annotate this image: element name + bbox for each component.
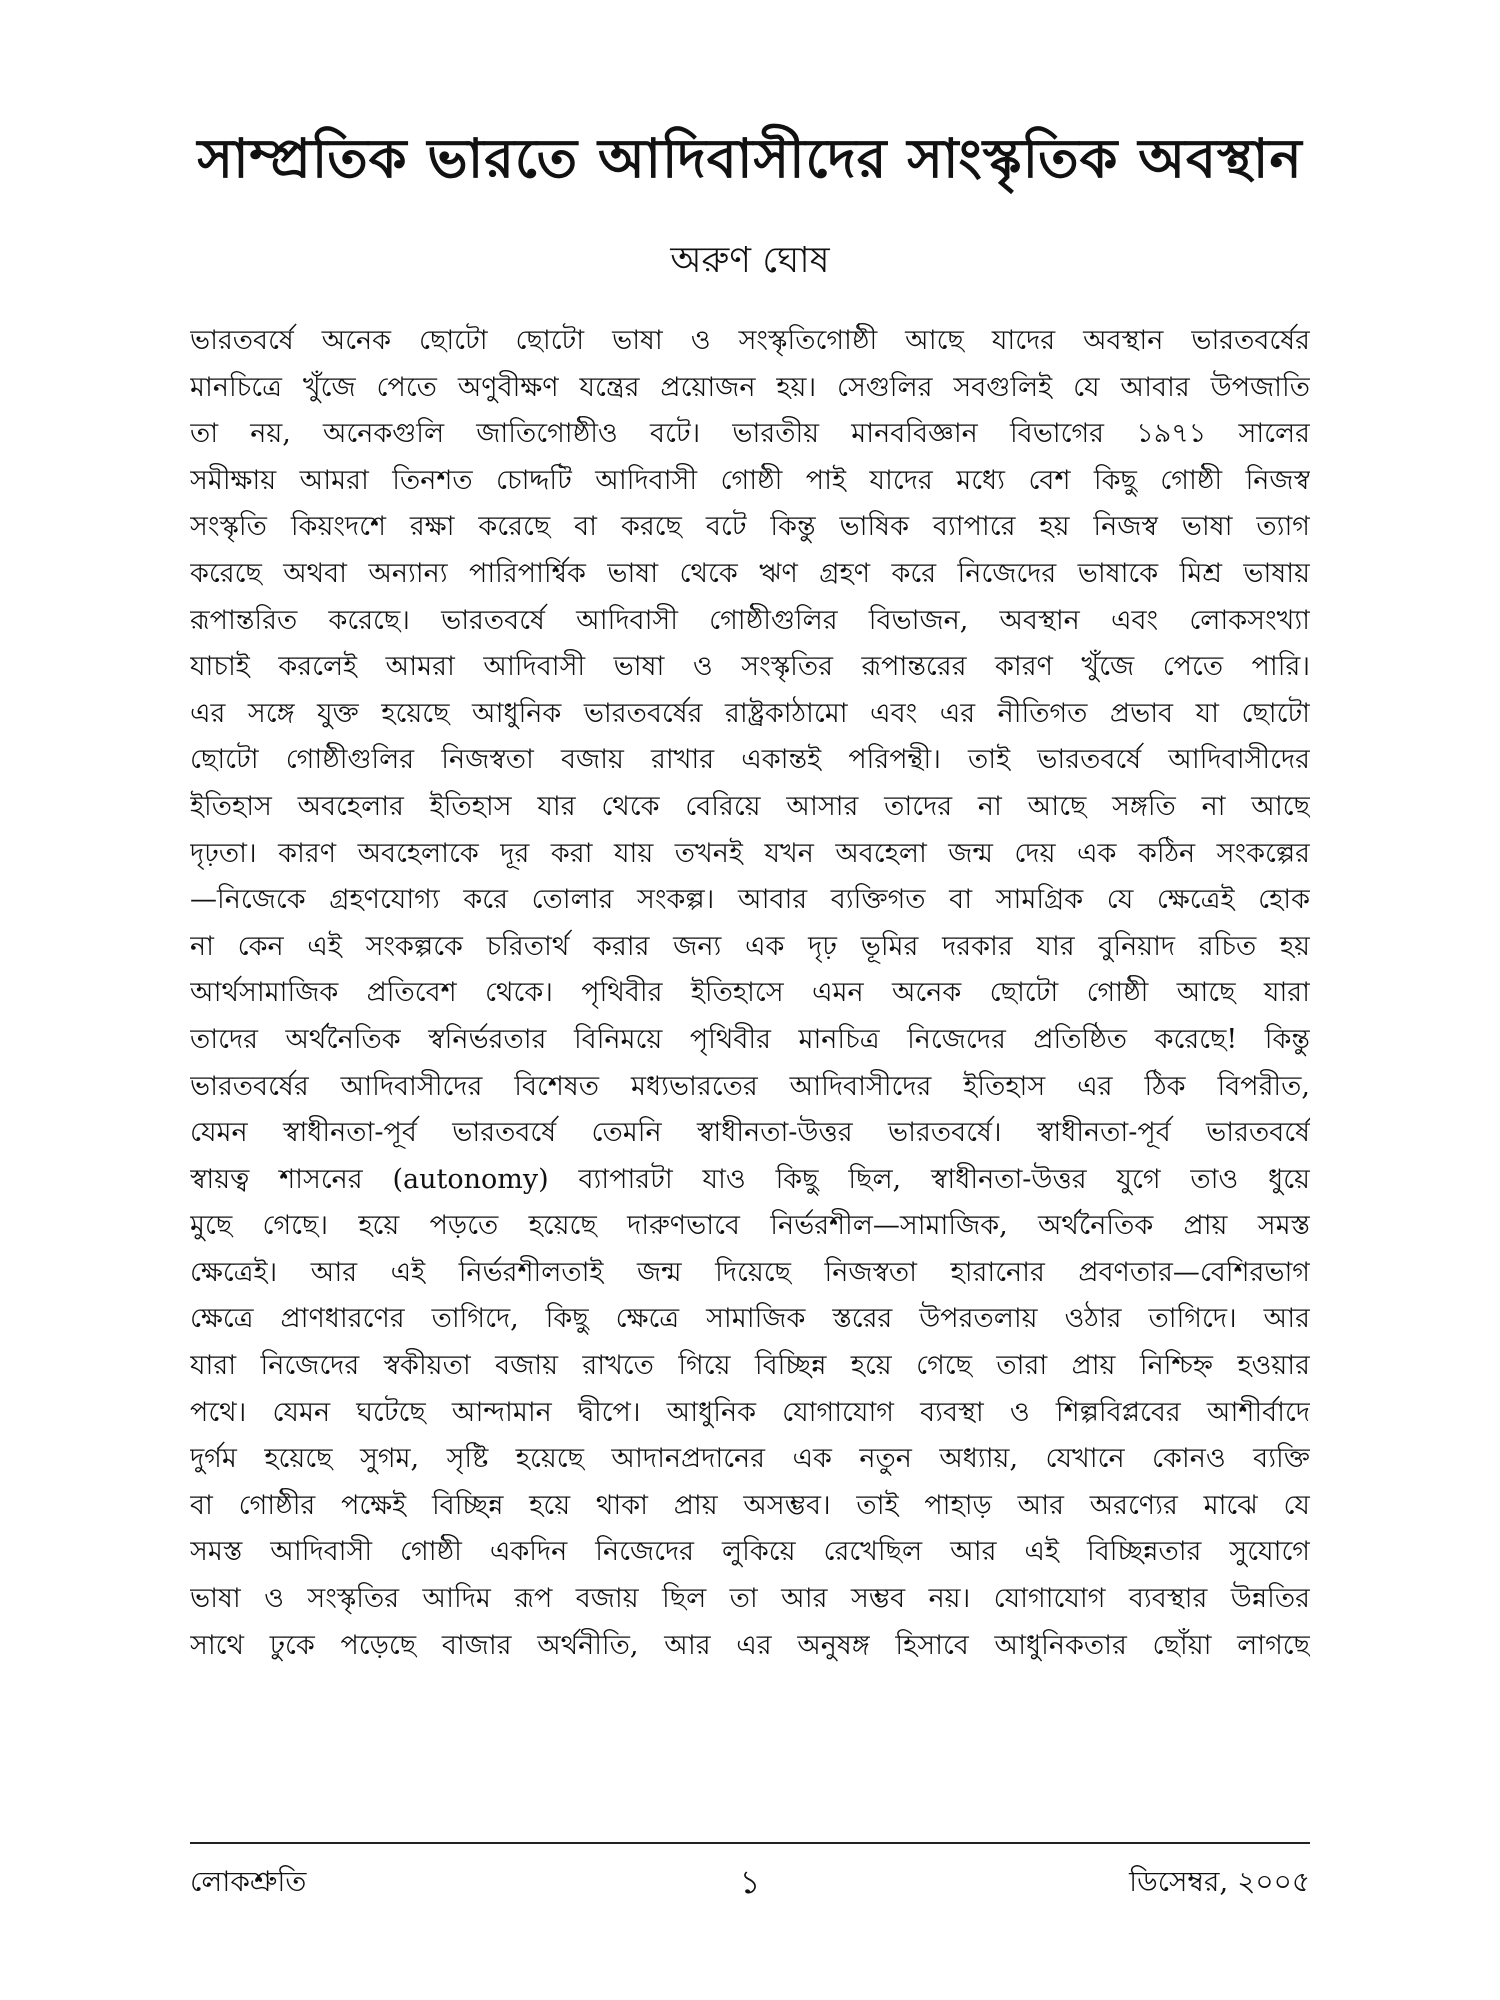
body-line: সংস্কৃতি কিয়ংদশে রক্ষা করেছে বা করছে বটে কিন্তু ভাষিক ব্যাপারে হয় নিজস্ব ভাষা ত্যাগ	[190, 511, 1310, 543]
body-line: দৃঢ়তা। কারণ অবহেলাকে দূর করা যায় তখনই যখন অবহেলা জন্ম দেয় এক কঠিন সংকল্পের	[190, 837, 1310, 869]
body-line: ক্ষেত্রে প্রাণধারণের তাগিদে, কিছু ক্ষেত্রে সামাজিক স্তরের উপরতলায় ওঠার তাগিদে। আর	[190, 1303, 1310, 1335]
body-line: না কেন এই সংকল্পকে চরিতার্থ করার জন্য এক দৃঢ় ভূমির দরকার যার বুনিয়াদ রচিত হয়	[190, 930, 1310, 962]
body-line: ভারতবর্ষে অনেক ছোটো ছোটো ভাষা ও সংস্কৃতিগোষ্ঠী আছে যাদের অবস্থান ভারতবর্ষের	[190, 325, 1310, 356]
body-line: ইতিহাস অবহেলার ইতিহাস যার থেকে বেরিয়ে আসার তাদের না আছে সঙ্গতি না আছে	[190, 790, 1310, 822]
article-body	[190, 318, 1310, 1669]
body-line: ভারতবর্ষের আদিবাসীদের বিশেষত মধ্যভারতের আদিবাসীদের ইতিহাস এর ঠিক বিপরীত,	[190, 1070, 1310, 1102]
body-line: পথে। যেমন ঘটেছে আন্দামান দ্বীপে। আধুনিক যোগাযোগ ব্যবস্থা ও শিল্পবিপ্লবের আশীর্বাদে	[190, 1396, 1310, 1428]
body-line: সমীক্ষায় আমরা তিনশত চোদ্দটি আদিবাসী গোষ্ঠী পাই যাদের মধ্যে বেশ কিছু গোষ্ঠী নিজস্ব	[190, 464, 1310, 496]
body-line: মানচিত্রে খুঁজে পেতে অণুবীক্ষণ যন্ত্রের প্রয়োজন হয়। সেগুলির সবগুলিই যে আবার উপজাতি	[190, 371, 1310, 403]
body-line: তা নয়, অনেকগুলি জাতিগোষ্ঠীও বটে। ভারতীয় মানববিজ্ঞান বিভাগের ১৯৭১ সালের	[190, 418, 1310, 450]
body-line: সমস্ত আদিবাসী গোষ্ঠী একদিন নিজেদের লুকিয়ে রেখেছিল আর এই বিচ্ছিন্নতার সুযোগে	[190, 1536, 1310, 1568]
body-line: আর্থসামাজিক প্রতিবেশ থেকে। পৃথিবীর ইতিহাসে এমন অনেক ছোটো গোষ্ঠী আছে যারা	[190, 977, 1310, 1009]
body-line: যেমন স্বাধীনতা-পূর্ব ভারতবর্ষে তেমনি স্বাধীনতা-উত্তর ভারতবর্ষে। স্বাধীনতা-পূর্ব ভারতবর্ষে	[190, 1117, 1310, 1149]
body-line: রূপান্তরিত করেছে। ভারতবর্ষে আদিবাসী গোষ্ঠীগুলির বিভাজন, অবস্থান এবং লোকসংখ্যা	[190, 604, 1310, 636]
body-line: ভাষা ও সংস্কৃতির আদিম রূপ বজায় ছিল তা আর সম্ভব নয়। যোগাযোগ ব্যবস্থার উন্নতির	[190, 1583, 1310, 1615]
footer-journal-name: লোকশ্রুতি	[190, 1865, 307, 1898]
body-line: এর সঙ্গে যুক্ত হয়েছে আধুনিক ভারতবর্ষের রাষ্ট্রকাঠামো এবং এর নীতিগত প্রভাব যা ছোটো	[190, 697, 1310, 729]
body-line: সাথে ঢুকে পড়েছে বাজার অর্থনীতি, আর এর অনুষঙ্গ হিসাবে আধুনিকতার ছোঁয়া লাগছে	[190, 1629, 1310, 1661]
article-title: সাম্প্রতিক ভারতে আদিবাসীদের সাংস্কৃতিক অবস্থান	[197, 126, 1303, 190]
body-line: তাদের অর্থনৈতিক স্বনির্ভরতার বিনিময়ে পৃথিবীর মানচিত্র নিজেদের প্রতিষ্ঠিত করেছে! কিন্তু	[190, 1023, 1310, 1055]
footer-date: ডিসেম্বর, ২০০৫	[1129, 1865, 1310, 1898]
body-line: বা গোষ্ঠীর পক্ষেই বিচ্ছিন্ন হয়ে থাকা প্রায় অসম্ভব। তাই পাহাড় আর অরণ্যের মাঝে যে	[190, 1489, 1310, 1521]
body-line: ক্ষেত্রেই। আর এই নির্ভরশীলতাই জন্ম দিয়েছে নিজস্বতা হারানোর প্রবণতার—বেশিরভাগ	[190, 1256, 1310, 1288]
article-author: অরুণ ঘোষ	[670, 240, 830, 281]
footer-page-number: ১	[739, 1863, 761, 1901]
body-line: যারা নিজেদের স্বকীয়তা বজায় রাখতে গিয়ে বিচ্ছিন্ন হয়ে গেছে তারা প্রায় নিশ্চিহ্ন হওয়ার	[190, 1350, 1310, 1382]
body-line: মুছে গেছে। হয়ে পড়তে হয়েছে দারুণভাবে নির্ভরশীল—সামাজিক, অর্থনৈতিক প্রায় সমস্ত	[190, 1210, 1310, 1242]
body-line: করেছে অথবা অন্যান্য পারিপার্শ্বিক ভাষা থেকে ঋণ গ্রহণ করে নিজেদের ভাষাকে মিশ্র ভাষায়	[190, 557, 1310, 589]
footer-divider	[190, 1842, 1310, 1844]
body-line: যাচাই করলেই আমরা আদিবাসী ভাষা ও সংস্কৃতির রূপান্তরের কারণ খুঁজে পেতে পারি।	[190, 651, 1310, 683]
body-line: ছোটো গোষ্ঠীগুলির নিজস্বতা বজায় রাখার একান্তই পরিপন্থী। তাই ভারতবর্ষে আদিবাসীদের	[190, 744, 1310, 776]
body-line: দুর্গম হয়েছে সুগম, সৃষ্টি হয়েছে আদানপ্রদানের এক নতুন অধ্যায়, যেখানে কোনও ব্যক্তি	[190, 1443, 1310, 1475]
body-line: —নিজেকে গ্রহণযোগ্য করে তোলার সংকল্প। আবার ব্যক্তিগত বা সামগ্রিক যে ক্ষেত্রেই হোক	[190, 884, 1310, 916]
body-line: স্বায়ত্ব শাসনের (autonomy) ব্যাপারটা যাও কিছু ছিল, স্বাধীনতা-উত্তর যুগে তাও ধুয়ে	[190, 1163, 1310, 1195]
